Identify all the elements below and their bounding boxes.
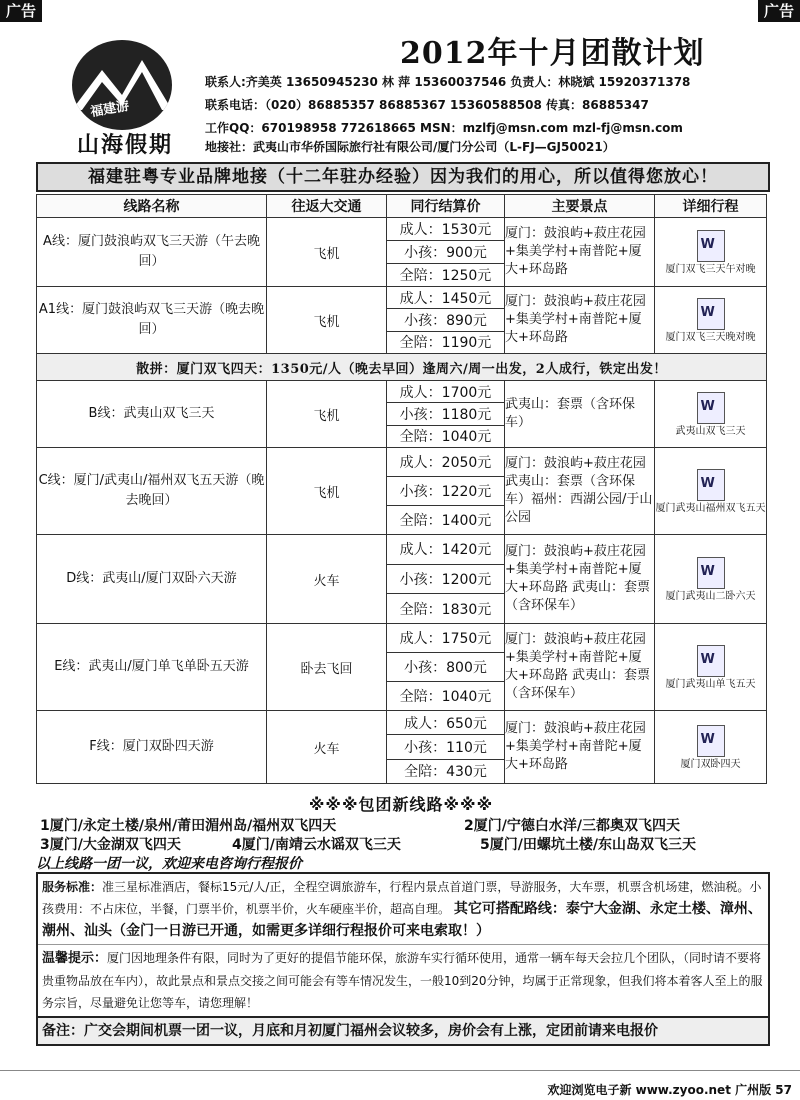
new-line-item: 3厦门/大金湖双飞四天 xyxy=(40,837,181,853)
route-spots: 厦门：鼓浪屿+菽庄花园+集美学村+南普陀+厦大+环岛路 武夷山：套票（含环保车） xyxy=(505,624,655,711)
table-row xyxy=(37,535,767,624)
new-line-item: 2厦门/宁德白水洋/三都奥双飞四天 xyxy=(464,818,680,834)
contact-line-2: 联系电话：（020）86885357 86885367 15360588508 传真：86885347 xyxy=(205,98,649,112)
slogan-banner: 福建驻粤专业品牌地接（十二年驻办经验）因为我们的用心，所以值得您放心！ xyxy=(36,162,770,192)
contact-line-3: 工作QQ：670198958 772618665 MSN：mzlfj@msn.com mzl-fj@msn.com xyxy=(205,121,683,135)
route-spots: 厦门：鼓浪屿+菽庄花园+集美学村+南普陀+厦大+环岛路 xyxy=(505,287,655,354)
route-spots: 厦门：鼓浪屿+菽庄花园+集美学村+南普陀+厦大+环岛路 xyxy=(505,218,655,287)
itinerary-doc-link[interactable] xyxy=(655,645,766,690)
price-child: 小孩：1220元 xyxy=(387,477,504,506)
service-text: 准三星标准酒店，餐标15元/人/正，全程空调旅游车，行程内景点首道门票，导游服务，大车票，机票含机场建，燃油税。小孩费用：不占床位，半餐，门票半价，机票半价，火车硬座半价，超高自理。 xyxy=(42,880,762,916)
doc-label: 厦门武夷山单飞五天 xyxy=(665,678,756,690)
sanpin-notice: 散拼：厦门双飞四天：1350元/人（晚去早回）逢周六/周一出发，2人成行，铁定出发！ xyxy=(37,354,767,381)
header-spots: 主要景点 xyxy=(505,195,655,218)
word-doc-icon: W xyxy=(697,557,725,589)
word-doc-icon: W xyxy=(697,392,725,424)
itinerary-doc-link[interactable] xyxy=(655,469,766,514)
tip-paragraph xyxy=(38,944,768,1016)
route-spots: 厦门：鼓浪屿+菽庄花园+集美学村+南普陀+厦大+环岛路 xyxy=(505,711,655,784)
table-row xyxy=(37,381,767,448)
word-doc-icon: W xyxy=(697,725,725,757)
route-spots: 厦门：鼓浪屿+菽庄花园+集美学村+南普陀+厦大+环岛路 武夷山：套票（含环保车） xyxy=(505,535,655,624)
header-price: 同行结算价 xyxy=(387,195,505,218)
price-child: 小孩：1200元 xyxy=(387,565,504,595)
new-lines-row xyxy=(36,834,766,853)
sanpin-row xyxy=(37,354,767,381)
price-escort: 全陪：1250元 xyxy=(399,268,492,284)
service-label: 服务标准： xyxy=(42,880,103,894)
route-name: D线：武夷山/厦门双卧六天游 xyxy=(37,535,267,624)
price-adult: 成人：1420元 xyxy=(387,535,504,565)
itinerary-doc-link[interactable] xyxy=(655,725,766,770)
route-name: A1线：厦门鼓浪屿双飞三天游（晚去晚回） xyxy=(37,287,267,354)
table-row xyxy=(37,218,767,287)
route-name: E线：武夷山/厦门单飞单卧五天游 xyxy=(37,624,267,711)
service-paragraph xyxy=(38,874,768,944)
route-transport: 卧去飞回 xyxy=(267,624,387,711)
other-routes: 其它可搭配路线：泰宁大金湖、永定土楼、漳州、潮州、汕头（金门一日游已开通，如需更多详细行程报价可来电索取！） xyxy=(42,901,762,939)
doc-label: 厦门双卧四天 xyxy=(680,758,741,770)
logo-name: 山海假期 xyxy=(76,132,173,158)
logo-mountain-icon xyxy=(72,40,172,130)
itinerary-doc-link[interactable] xyxy=(655,230,766,275)
header-transport: 往返大交通 xyxy=(267,195,387,218)
route-transport: 飞机 xyxy=(267,381,387,448)
route-transport: 飞机 xyxy=(267,448,387,535)
company-logo xyxy=(50,40,200,158)
new-lines-heading: ※※※包团新线路※※※ xyxy=(308,795,494,814)
route-transport: 火车 xyxy=(267,711,387,784)
word-doc-icon: W xyxy=(697,645,725,677)
price-adult: 成人：2050元 xyxy=(387,448,504,477)
new-lines-section xyxy=(36,792,766,873)
info-box xyxy=(36,872,770,1046)
table-header-row xyxy=(37,195,767,218)
word-doc-icon: W xyxy=(697,298,725,330)
ad-label-left: 广告 xyxy=(0,0,42,22)
new-line-item: 4厦门/南靖云水谣双飞三天 xyxy=(232,837,401,853)
tip-text: 厦门因地理条件有限，同时为了更好的提倡节能环保，旅游车实行循环使用，通常一辆车每天会拉几个团队，（同时请不要将贵重物品放在车内），故此景点和景点交接之间可能会有等车情况发生，一般10到20分钟，均属于正常现象，但我们将本着客人至上的服务宗旨，尽量避免让您等车，请您理解！ xyxy=(42,951,763,1010)
table-row xyxy=(37,711,767,784)
doc-label: 厦门双飞三天午对晚 xyxy=(665,263,756,275)
ad-label-right: 广告 xyxy=(758,0,800,22)
route-transport: 火车 xyxy=(267,535,387,624)
routes-table xyxy=(36,194,767,784)
price-escort: 全陪：1400元 xyxy=(399,513,492,529)
doc-label: 厦门武夷山福州双飞五天 xyxy=(655,502,766,514)
itinerary-doc-link[interactable] xyxy=(655,298,766,343)
price-adult: 成人：1700元 xyxy=(387,381,504,403)
tip-label: 温馨提示： xyxy=(42,951,108,966)
doc-label: 武夷山双飞三天 xyxy=(675,425,746,437)
route-name: F线：厦门双卧四天游 xyxy=(37,711,267,784)
route-name: B线：武夷山双飞三天 xyxy=(37,381,267,448)
price-escort: 全陪：1040元 xyxy=(399,429,492,446)
new-line-item: 1厦门/永定土楼/泉州/莆田湄州岛/福州双飞四天 xyxy=(40,818,337,834)
route-spots: 厦门：鼓浪屿+菽庄花园 武夷山：套票（含环保车）福州：西湖公园/于山公园 xyxy=(505,448,655,535)
header-route: 线路名称 xyxy=(37,195,267,218)
itinerary-doc-link[interactable] xyxy=(655,392,766,437)
footer-text: 欢迎浏览电子新 www.zyoo.net 广州版 57 xyxy=(547,1083,792,1097)
price-adult: 成人：1750元 xyxy=(387,624,504,653)
doc-label: 厦门武夷山二卧六天 xyxy=(665,590,756,602)
price-escort: 全陪：1830元 xyxy=(399,601,492,618)
price-adult: 成人：650元 xyxy=(387,711,504,735)
table-row xyxy=(37,624,767,711)
new-lines-row xyxy=(36,815,766,834)
price-child: 小孩：900元 xyxy=(387,241,504,264)
table-row xyxy=(37,287,767,354)
route-spots: 武夷山：套票（含环保车） xyxy=(505,381,655,448)
word-doc-icon: W xyxy=(697,230,725,262)
price-child: 小孩：800元 xyxy=(387,653,504,682)
doc-label: 厦门双飞三天晚对晚 xyxy=(665,331,756,343)
price-escort: 全陪：1040元 xyxy=(399,689,492,705)
price-child: 小孩：110元 xyxy=(387,735,504,759)
table-row xyxy=(37,448,767,535)
price-child: 小孩：890元 xyxy=(387,309,504,331)
price-child: 小孩：1180元 xyxy=(387,403,504,425)
route-name: C线：厦门/武夷山/福州双飞五天游（晚去晚回） xyxy=(37,448,267,535)
route-name: A线：厦门鼓浪屿双飞三天游（午去晚回） xyxy=(37,218,267,287)
new-line-item: 5厦门/田螺坑土楼/东山岛双飞三天 xyxy=(480,837,696,853)
header-itinerary: 详细行程 xyxy=(655,195,767,218)
price-adult: 成人：1450元 xyxy=(387,287,504,309)
word-doc-icon: W xyxy=(697,469,725,501)
price-escort: 全陪：430元 xyxy=(404,764,487,781)
contact-line-4: 地接社：武夷山市华侨国际旅行社有限公司/厦门分公司（L-FJ—GJ50021） xyxy=(205,140,615,154)
page-title: 2012年十月团散计划 xyxy=(400,36,705,71)
page-footer xyxy=(0,1070,800,1097)
remark: 备注：广交会期间机票一团一议，月底和月初厦门福州会议较多，房价会有上涨，定团前请来电报价 xyxy=(38,1016,768,1044)
itinerary-doc-link[interactable] xyxy=(655,557,766,602)
route-transport: 飞机 xyxy=(267,218,387,287)
price-escort: 全陪：1190元 xyxy=(399,335,492,352)
logo-badge: 福建游 xyxy=(89,98,131,121)
new-lines-note: 以上线路一团一议，欢迎来电咨询行程报价 xyxy=(36,856,302,872)
route-transport: 飞机 xyxy=(267,287,387,354)
contact-line-1: 联系人:齐美英 13650945230 林 萍 15360037546 负责人：林晓斌 15920371378 xyxy=(205,75,691,89)
price-adult: 成人：1530元 xyxy=(387,218,504,241)
